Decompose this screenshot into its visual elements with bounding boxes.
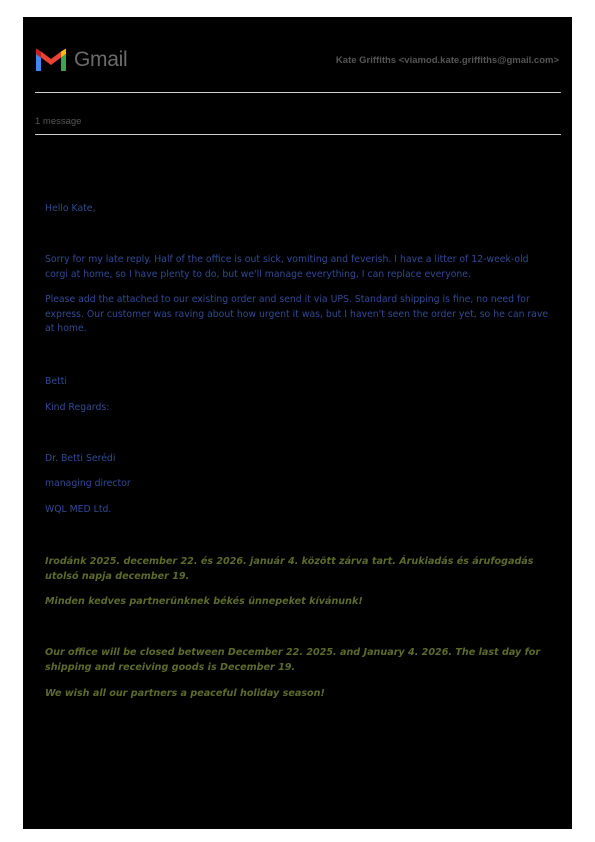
signature-title: managing director [45, 478, 131, 489]
gmail-logo [34, 47, 127, 73]
thread-divider [35, 134, 561, 135]
sign-off-name: Betti [45, 376, 67, 387]
holiday-notice-hungarian: Irodánk 2025. december 22. és 2026. január 4. között zárva tart. Árukiadás és árufogadás utolsó napja december 19. [45, 556, 534, 582]
signature-name: Dr. Betti Serédi [45, 453, 116, 464]
gmail-wordmark: Gmail [74, 48, 128, 71]
signature-company: WQL MED Ltd. [45, 504, 112, 515]
header-divider [35, 92, 561, 93]
paragraph-order-request: Please add the attached to our existing order and send it via UPS. Standard shipping is fine, no need for express. Our customer was raving about how urgent it was, but I haven't seen the order yet, so he can rave at home. [45, 294, 549, 334]
sender-address: Kate Griffiths <viamod.kate.griffiths@gmail.com> [335, 55, 559, 66]
gmail-m-icon [34, 47, 68, 73]
regards: Kind Regards: [45, 402, 110, 413]
message-count: 1 message [35, 116, 82, 127]
holiday-wishes-hungarian: Minden kedves partnerünknek békés ünnepeket kívánunk! [45, 596, 363, 607]
holiday-wishes-english: We wish all our partners a peaceful holiday season! [45, 688, 325, 699]
paragraph-apology: Sorry for my late reply. Half of the office is out sick, vomiting and feverish. I have a litter of 12-week-old corgi at home, so I have plenty to do, but we'll manage everything, I can replace everyone. [45, 254, 529, 280]
email-page [23, 17, 572, 829]
greeting: Hello Kate, [45, 203, 96, 214]
holiday-notice-english: Our office will be closed between December 22. 2025. and January 4. 2026. The last day for shipping and receiving goods is December 19. [45, 647, 541, 673]
